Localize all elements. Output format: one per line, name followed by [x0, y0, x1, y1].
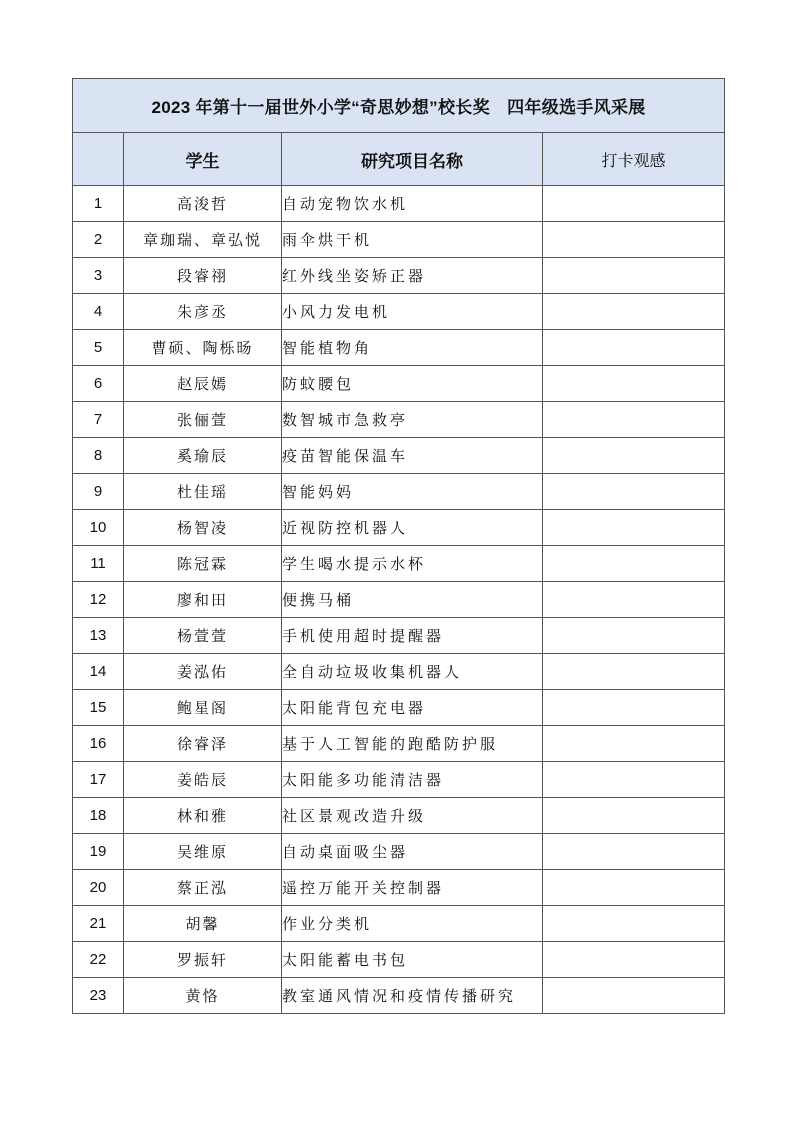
table-body: [73, 186, 725, 1014]
checkin-cell: [543, 366, 725, 402]
table-row: [73, 690, 725, 726]
project-name: 教室通风情况和疫情传播研究: [282, 978, 543, 1014]
table-row: [73, 942, 725, 978]
row-number: 7: [73, 402, 124, 438]
student-showcase-table: [72, 78, 725, 1014]
checkin-cell: [543, 582, 725, 618]
student-name: 鲍星阁: [124, 690, 282, 726]
table-title: 2023 年第十一届世外小学“奇思妙想”校长奖 四年级选手风采展: [73, 79, 725, 133]
table-row: [73, 978, 725, 1014]
table-row: [73, 906, 725, 942]
table-row: [73, 366, 725, 402]
row-number: 21: [73, 906, 124, 942]
student-name: 蔡正泓: [124, 870, 282, 906]
row-number: 3: [73, 258, 124, 294]
checkin-cell: [543, 402, 725, 438]
row-number: 11: [73, 546, 124, 582]
checkin-cell: [543, 978, 725, 1014]
row-number: 20: [73, 870, 124, 906]
student-name: 吴维原: [124, 834, 282, 870]
checkin-cell: [543, 294, 725, 330]
row-number: 14: [73, 654, 124, 690]
row-number: 23: [73, 978, 124, 1014]
student-name: 章珈瑞、章弘悦: [124, 222, 282, 258]
header-checkin: 打卡观感: [543, 133, 725, 186]
student-name: 段睿祤: [124, 258, 282, 294]
project-name: 太阳能多功能清洁器: [282, 762, 543, 798]
project-name: 近视防控机器人: [282, 510, 543, 546]
checkin-cell: [543, 834, 725, 870]
row-number: 19: [73, 834, 124, 870]
project-name: 手机使用超时提醒器: [282, 618, 543, 654]
checkin-cell: [543, 546, 725, 582]
table-row: [73, 834, 725, 870]
project-name: 智能植物角: [282, 330, 543, 366]
checkin-cell: [543, 798, 725, 834]
checkin-cell: [543, 762, 725, 798]
title-row: [73, 79, 725, 133]
project-name: 防蚊腰包: [282, 366, 543, 402]
row-number: 13: [73, 618, 124, 654]
table-row: [73, 654, 725, 690]
checkin-cell: [543, 258, 725, 294]
table-row: [73, 474, 725, 510]
table-row: [73, 870, 725, 906]
student-name: 杜佳瑶: [124, 474, 282, 510]
table-row: [73, 546, 725, 582]
project-name: 疫苗智能保温车: [282, 438, 543, 474]
checkin-cell: [543, 726, 725, 762]
student-name: 张俪萱: [124, 402, 282, 438]
checkin-cell: [543, 690, 725, 726]
student-name: 徐睿泽: [124, 726, 282, 762]
project-name: 自动宠物饮水机: [282, 186, 543, 222]
table-row: [73, 258, 725, 294]
project-name: 自动桌面吸尘器: [282, 834, 543, 870]
project-name: 小风力发电机: [282, 294, 543, 330]
project-name: 智能妈妈: [282, 474, 543, 510]
checkin-cell: [543, 870, 725, 906]
student-name: 陈冠霖: [124, 546, 282, 582]
table-row: [73, 330, 725, 366]
checkin-cell: [543, 438, 725, 474]
checkin-cell: [543, 222, 725, 258]
student-name: 朱彦丞: [124, 294, 282, 330]
row-number: 1: [73, 186, 124, 222]
table-row: [73, 582, 725, 618]
row-number: 17: [73, 762, 124, 798]
student-name: 赵辰嫣: [124, 366, 282, 402]
table-row: [73, 510, 725, 546]
row-number: 2: [73, 222, 124, 258]
checkin-cell: [543, 654, 725, 690]
row-number: 9: [73, 474, 124, 510]
student-name: 杨智凌: [124, 510, 282, 546]
checkin-cell: [543, 618, 725, 654]
checkin-cell: [543, 474, 725, 510]
student-name: 曹硕、陶栎旸: [124, 330, 282, 366]
project-name: 数智城市急救亭: [282, 402, 543, 438]
student-name: 杨萱萱: [124, 618, 282, 654]
student-name: 廖和田: [124, 582, 282, 618]
row-number: 22: [73, 942, 124, 978]
table-row: [73, 186, 725, 222]
project-name: 全自动垃圾收集机器人: [282, 654, 543, 690]
student-name: 罗振轩: [124, 942, 282, 978]
row-number: 12: [73, 582, 124, 618]
student-name: 奚瑜辰: [124, 438, 282, 474]
student-name: 姜皓辰: [124, 762, 282, 798]
header-student: 学生: [124, 133, 282, 186]
checkin-cell: [543, 906, 725, 942]
project-name: 社区景观改造升级: [282, 798, 543, 834]
header-index: [73, 133, 124, 186]
row-number: 5: [73, 330, 124, 366]
project-name: 便携马桶: [282, 582, 543, 618]
checkin-cell: [543, 942, 725, 978]
row-number: 8: [73, 438, 124, 474]
row-number: 6: [73, 366, 124, 402]
row-number: 15: [73, 690, 124, 726]
table-row: [73, 402, 725, 438]
student-name: 胡馨: [124, 906, 282, 942]
checkin-cell: [543, 510, 725, 546]
row-number: 18: [73, 798, 124, 834]
table-row: [73, 222, 725, 258]
project-name: 太阳能背包充电器: [282, 690, 543, 726]
student-name: 林和雅: [124, 798, 282, 834]
row-number: 4: [73, 294, 124, 330]
header-project: 研究项目名称: [282, 133, 543, 186]
project-name: 红外线坐姿矫正器: [282, 258, 543, 294]
row-number: 10: [73, 510, 124, 546]
project-name: 作业分类机: [282, 906, 543, 942]
table-row: [73, 762, 725, 798]
project-name: 学生喝水提示水杯: [282, 546, 543, 582]
table-row: [73, 294, 725, 330]
project-name: 雨伞烘干机: [282, 222, 543, 258]
project-name: 遥控万能开关控制器: [282, 870, 543, 906]
checkin-cell: [543, 330, 725, 366]
table-row: [73, 798, 725, 834]
table-row: [73, 438, 725, 474]
checkin-cell: [543, 186, 725, 222]
student-name: 高浚哲: [124, 186, 282, 222]
header-row: [73, 133, 725, 186]
project-name: 基于人工智能的跑酷防护服: [282, 726, 543, 762]
table-row: [73, 726, 725, 762]
project-name: 太阳能蓄电书包: [282, 942, 543, 978]
row-number: 16: [73, 726, 124, 762]
student-name: 黄恪: [124, 978, 282, 1014]
table-row: [73, 618, 725, 654]
student-name: 姜泓佑: [124, 654, 282, 690]
